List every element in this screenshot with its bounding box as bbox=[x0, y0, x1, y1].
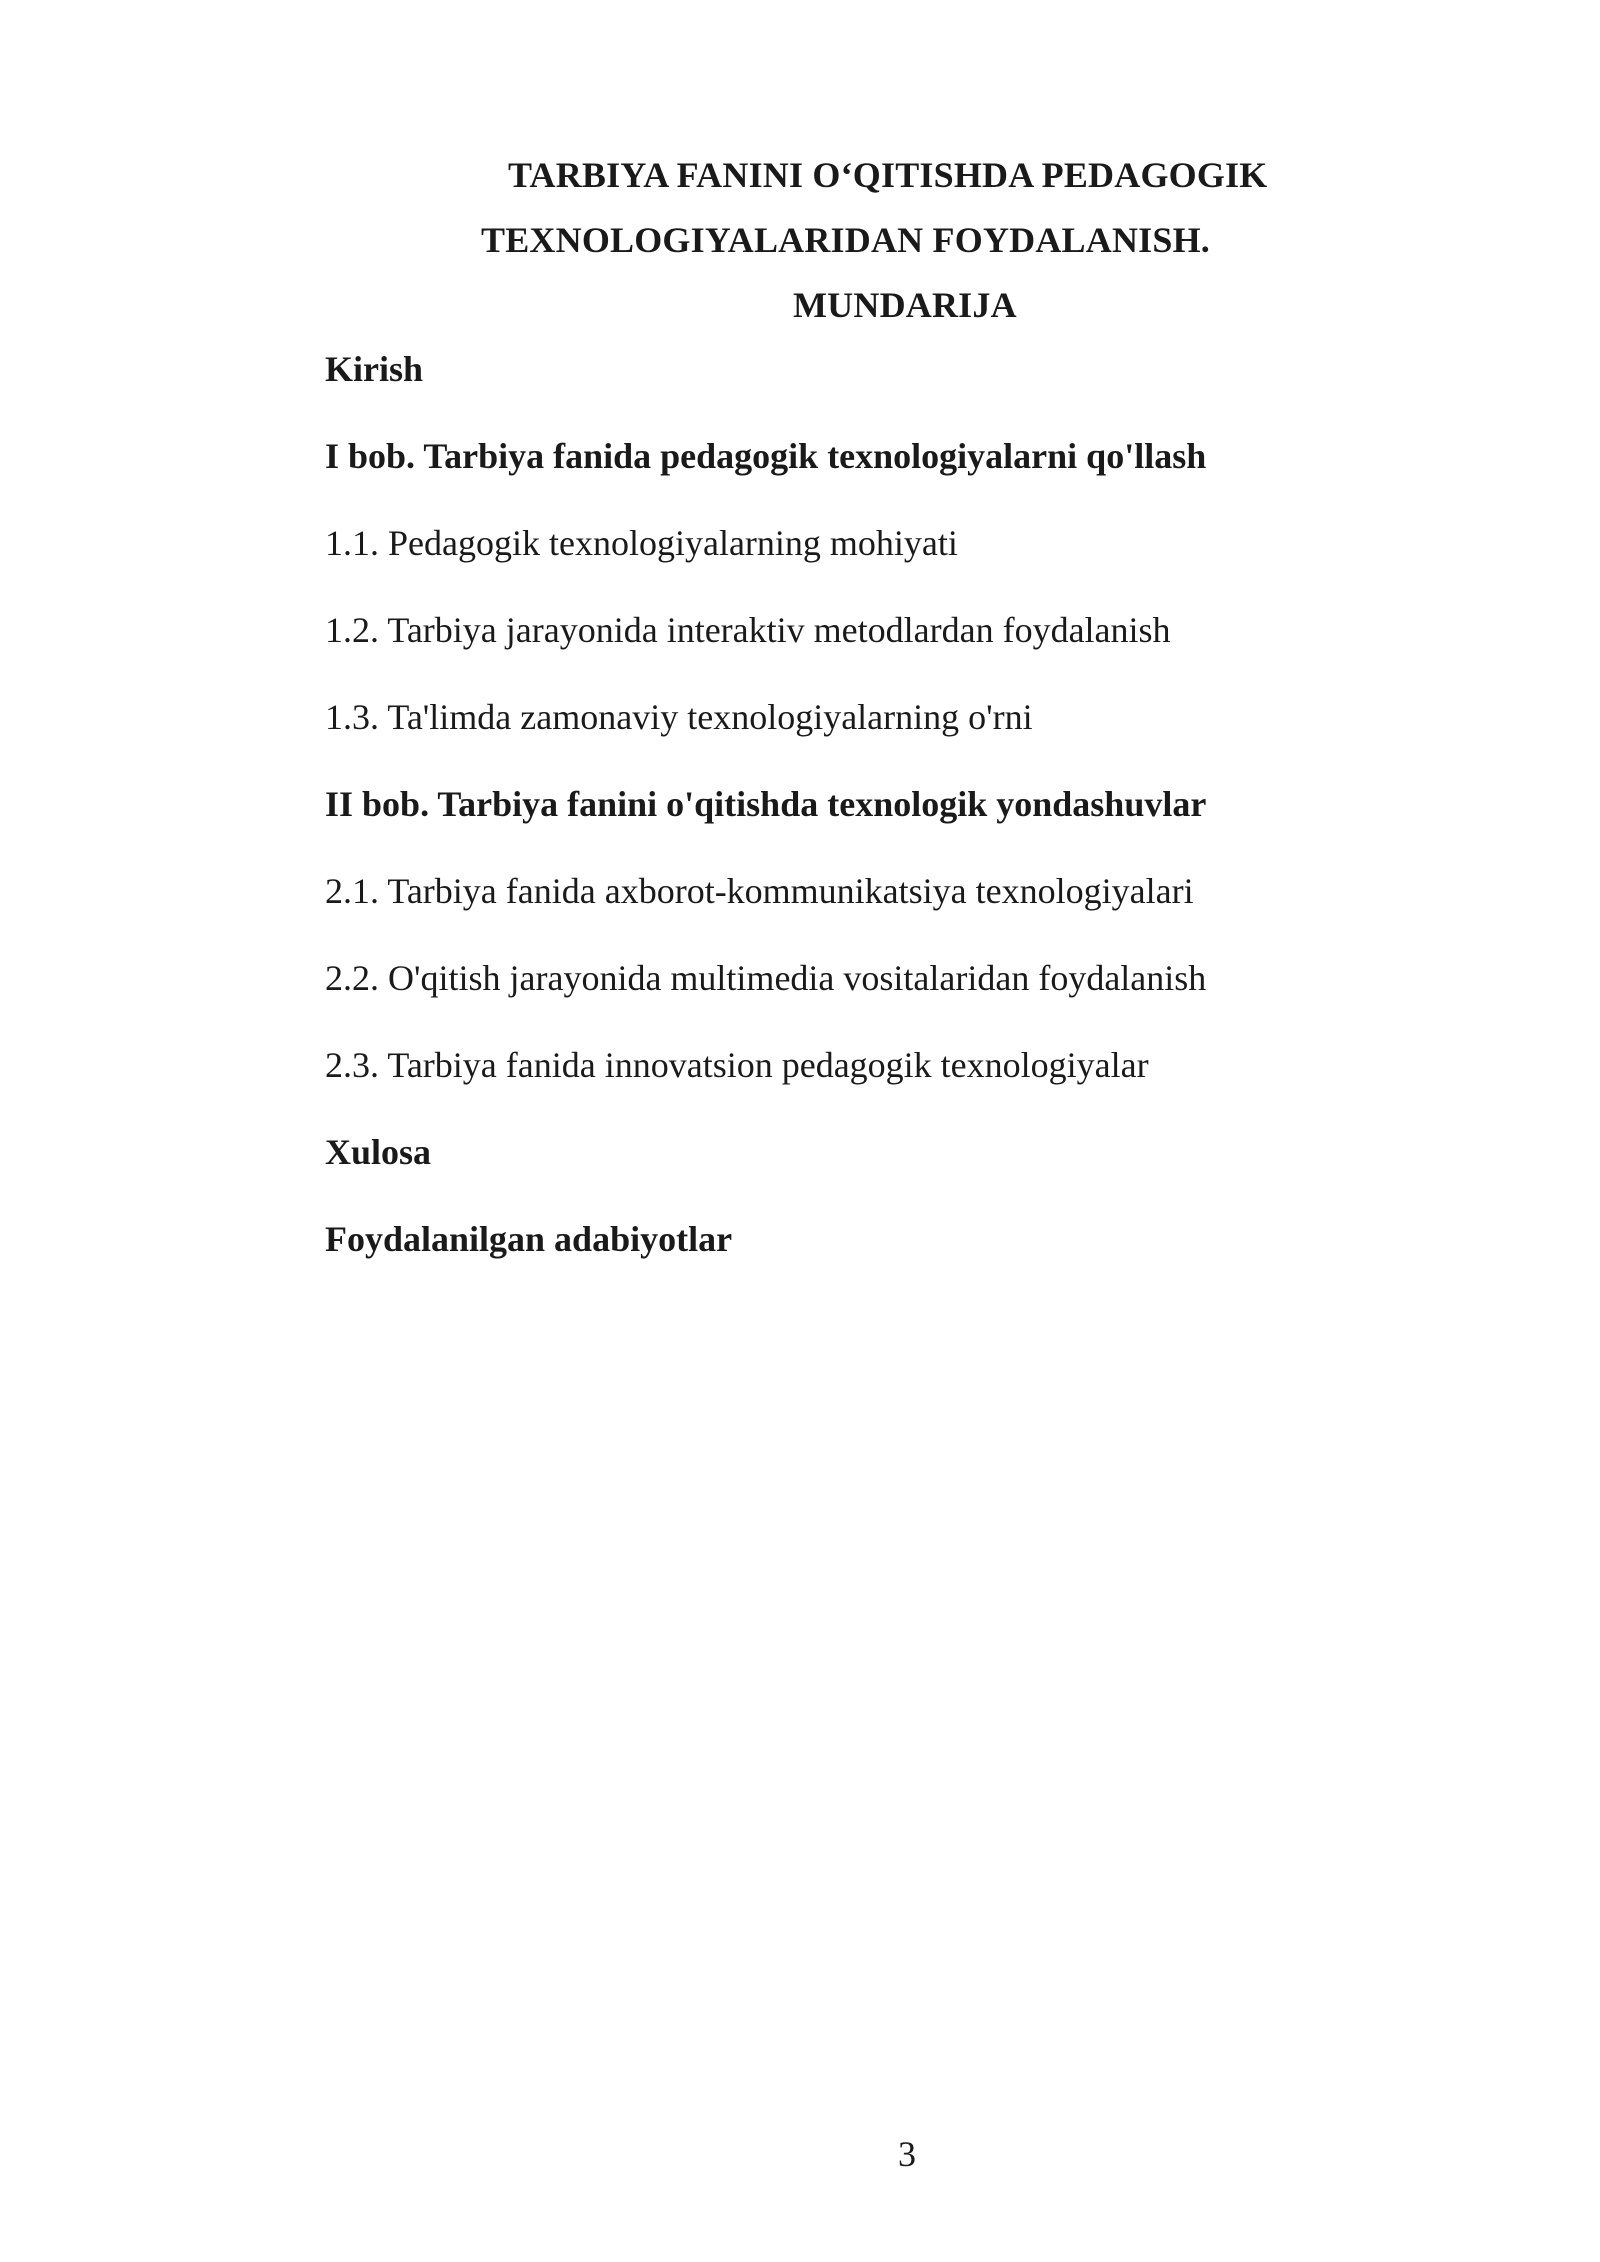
toc-entry-chapter-2: II bob. Tarbiya fanini o'qitishda texnologik yondashuvlar bbox=[325, 784, 1207, 824]
toc-entry-section-2-1: 2.1. Tarbiya fanida axborot-kommunikatsiya texnologiyalari bbox=[325, 871, 1194, 911]
document-title-line-1: TARBIYA FANINI O‘QITISHDA PEDAGOGIK bbox=[508, 155, 1268, 195]
toc-entry-references: Foydalanilgan adabiyotlar bbox=[325, 1219, 733, 1259]
toc-entry-section-2-2: 2.2. O'qitish jarayonida multimedia vositalaridan foydalanish bbox=[325, 958, 1207, 998]
page-number: 3 bbox=[898, 2134, 916, 2174]
contents-heading: MUNDARIJA bbox=[793, 285, 1017, 325]
toc-entry-conclusion: Xulosa bbox=[325, 1132, 432, 1172]
toc-entry-section-2-3: 2.3. Tarbiya fanida innovatsion pedagogik texnologiyalar bbox=[325, 1045, 1149, 1085]
toc-entry-section-1-2: 1.2. Tarbiya jarayonida interaktiv metodlardan foydalanish bbox=[325, 610, 1171, 650]
toc-entry-chapter-1: I bob. Tarbiya fanida pedagogik texnologiyalarni qo'llash bbox=[325, 436, 1207, 476]
document-title-line-2: TEXNOLOGIYALARIDAN FOYDALANISH. bbox=[481, 220, 1210, 260]
toc-entry-section-1-3: 1.3. Ta'limda zamonaviy texnologiyalarning o'rni bbox=[325, 697, 1033, 737]
toc-entry-introduction: Kirish bbox=[325, 349, 424, 389]
toc-entry-section-1-1: 1.1. Pedagogik texnologiyalarning mohiyati bbox=[325, 523, 958, 563]
